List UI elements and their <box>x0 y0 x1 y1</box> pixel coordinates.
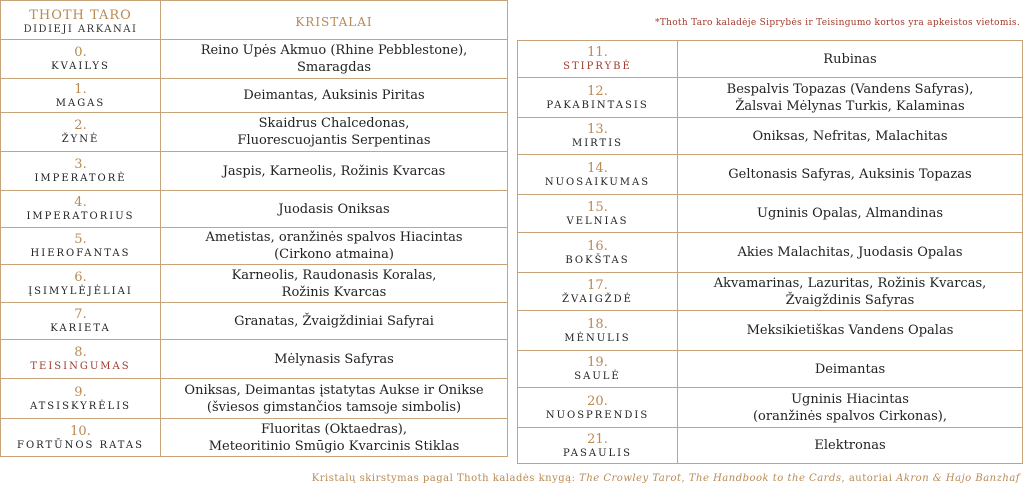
card-name: ŽYNĖ <box>61 134 100 145</box>
crystal-line: Meteoritinio Smūgio Kvarcinis Stiklas <box>208 438 460 454</box>
table-row <box>1 419 508 457</box>
header-card-column <box>1 1 161 40</box>
table-row <box>518 41 1023 78</box>
card-name: FORTŪNOS RATAS <box>17 439 144 451</box>
crystal-line: Fluoritas (Oktaedras), <box>261 421 407 437</box>
crystal-line: Bespalvis Topazas (Vandens Safyras), <box>726 81 974 97</box>
card-name: MAGAS <box>55 97 106 109</box>
card-number: 0. <box>74 45 87 60</box>
crystals-cell <box>678 273 1023 311</box>
footer-separator: , <box>681 473 689 484</box>
table-row <box>518 351 1023 388</box>
table-row <box>518 195 1023 233</box>
table-row <box>1 303 508 340</box>
crystal-line: Elektronas <box>814 438 886 453</box>
card-name: SAULĖ <box>574 371 621 382</box>
table-row <box>1 152 508 191</box>
card-number: 7. <box>74 307 87 322</box>
card-number: 21. <box>587 431 608 447</box>
card-cell <box>1 419 161 457</box>
table-row <box>518 273 1023 311</box>
source-footer <box>312 473 1020 484</box>
card-number: 10. <box>70 423 91 439</box>
crystal-line: Fluorescuojantis Serpentinas <box>237 133 431 148</box>
crystals-cell <box>161 340 508 379</box>
crystal-line: Deimantas, Auksinis Piritas <box>243 88 425 103</box>
crystals-cell <box>678 78 1023 118</box>
card-name: PAKABINTASIS <box>546 99 649 111</box>
table-row <box>518 311 1023 351</box>
table-row <box>518 155 1023 195</box>
footer-authors: Akron & Hajo Banzhaf <box>896 473 1020 484</box>
card-cell <box>518 78 678 118</box>
footer-book-title-2: The Handbook to the Cards <box>688 473 842 484</box>
crystal-line: Smaragdas <box>296 60 371 75</box>
crystals-cell <box>678 233 1023 273</box>
table-row <box>1 79 508 113</box>
card-name: IMPERATORĖ <box>34 173 127 184</box>
crystals-cell <box>678 195 1023 233</box>
crystal-line: Reino Upės Akmuo (Rhine Pebblestone), <box>200 43 468 58</box>
card-cell <box>1 40 161 79</box>
crystal-line: Žvaigždinis Safyras <box>785 292 915 308</box>
card-cell <box>1 191 161 228</box>
card-name: ŽVAIGŽDĖ <box>562 293 633 305</box>
crystals-cell <box>161 379 508 419</box>
table-row <box>1 191 508 228</box>
crystal-line: Deimantas <box>814 361 886 377</box>
crystal-line: Jaspis, Karneolis, Rožinis Kvarcas <box>222 163 446 179</box>
card-cell <box>1 79 161 113</box>
crystal-line: Ugninis Opalas, Almandinas <box>757 206 943 221</box>
card-name: MIRTIS <box>571 138 623 149</box>
card-cell <box>518 428 678 464</box>
crystals-cell <box>678 155 1023 195</box>
table-row <box>1 228 508 265</box>
table-row <box>518 78 1023 118</box>
header-crystals-title: KRISTALAI <box>295 14 373 29</box>
card-number: 17. <box>587 277 608 293</box>
crystal-line: Rubinas <box>823 51 877 67</box>
header-title: THOTH TARO <box>29 7 132 23</box>
crystal-line: Juodasis Oniksas <box>278 201 390 217</box>
card-name: BOKŠTAS <box>565 254 630 266</box>
card-number: 19. <box>587 355 608 370</box>
header-subtitle: DIDIEJI ARKANAI <box>23 23 138 35</box>
card-number: 14. <box>587 160 608 176</box>
crystals-cell <box>678 41 1023 78</box>
card-number: 4. <box>74 195 87 210</box>
crystal-line: Mėlynasis Safyras <box>274 351 394 367</box>
card-name: KARIETA <box>50 323 111 334</box>
card-cell <box>1 379 161 419</box>
card-cell <box>518 273 678 311</box>
card-number: 15. <box>587 199 608 215</box>
card-cell <box>1 152 161 191</box>
card-number: 3. <box>74 157 87 172</box>
crystal-line: Oniksas, Deimantas įstatytas Aukse ir Onikse <box>184 382 484 398</box>
card-number: 9. <box>74 384 87 400</box>
crystals-cell <box>678 351 1023 388</box>
card-number: 13. <box>587 122 608 137</box>
table-row <box>1 340 508 379</box>
card-cell <box>1 340 161 379</box>
crystal-line: Ugninis Hiacintas <box>791 391 909 407</box>
card-name: IMPERATORIUS <box>26 211 135 222</box>
crystal-line: Meksikietiškas Vandens Opalas <box>746 323 954 338</box>
table-row <box>518 388 1023 428</box>
table-row <box>1 113 508 152</box>
crystals-cell <box>678 118 1023 155</box>
footer-middle: , autoriai <box>841 473 897 484</box>
card-number: 1. <box>74 81 87 97</box>
right-arcana-table <box>517 40 1023 464</box>
card-number: 5. <box>74 232 87 247</box>
crystals-cell <box>161 113 508 152</box>
crystal-line: Akvamarinas, Lazuritas, Rožinis Kvarcas, <box>713 275 987 291</box>
card-name: ĮSIMYLĖJĖLIAI <box>28 285 133 297</box>
swap-note: *Thoth Taro kaladėje Siprybės ir Teisingumo kortos yra apkeistos vietomis. <box>655 18 1020 28</box>
card-name: ATSISKYRĖLIS <box>29 400 132 412</box>
card-number: 8. <box>74 345 87 360</box>
card-name: NUOSPRENDIS <box>545 409 650 421</box>
card-cell <box>518 155 678 195</box>
crystals-cell <box>161 303 508 340</box>
card-cell <box>518 351 678 388</box>
table-row <box>518 428 1023 464</box>
crystals-cell <box>161 152 508 191</box>
crystal-line: Geltonasis Safyras, Auksinis Topazas <box>728 167 972 182</box>
card-cell <box>518 118 678 155</box>
crystal-line: Karneolis, Raudonasis Koralas, <box>231 267 437 283</box>
crystals-cell <box>161 419 508 457</box>
crystal-line: Akies Malachitas, Juodasis Opalas <box>737 245 963 260</box>
crystals-cell <box>678 428 1023 464</box>
table-row <box>518 233 1023 273</box>
crystal-line: Ametistas, oranžinės spalvos Hiacintas <box>205 230 463 245</box>
card-number: 16. <box>587 238 608 254</box>
crystals-cell <box>161 265 508 303</box>
crystals-cell <box>161 40 508 79</box>
footer-book-title-1: The Crowley Tarot <box>579 473 682 484</box>
crystal-line: Granatas, Žvaigždiniai Safyrai <box>234 313 434 329</box>
card-name: NUOSAIKUMAS <box>544 176 651 188</box>
card-name: TEISINGUMAS <box>30 361 131 372</box>
card-cell <box>1 303 161 340</box>
right-table-body <box>518 41 1023 464</box>
card-name: VELNIAS <box>566 215 629 227</box>
card-cell <box>518 388 678 428</box>
table-row <box>1 40 508 79</box>
crystals-cell <box>678 311 1023 351</box>
card-cell <box>518 311 678 351</box>
card-name: HIEROFANTAS <box>30 248 131 259</box>
table-row <box>1 379 508 419</box>
card-number: 11. <box>587 45 608 60</box>
crystal-line: Skaidrus Chalcedonas, <box>258 116 410 131</box>
card-cell <box>1 113 161 152</box>
crystal-line: Oniksas, Nefritas, Malachitas <box>752 128 948 144</box>
card-name: PASAULIS <box>563 447 632 459</box>
crystal-line: (šviesos gimstančios tamsoje simbolis) <box>206 399 462 415</box>
crystal-line: (oranžinės spalvos Cirkonas), <box>752 408 947 424</box>
crystals-cell <box>161 191 508 228</box>
crystals-cell <box>161 79 508 113</box>
table-row <box>1 265 508 303</box>
card-cell <box>518 233 678 273</box>
card-number: 12. <box>587 83 608 99</box>
left-arcana-table <box>0 0 508 457</box>
card-name: STIPRYBĖ <box>563 61 632 72</box>
card-cell <box>1 228 161 265</box>
table-row <box>518 118 1023 155</box>
card-cell <box>1 265 161 303</box>
card-name: MĖNULIS <box>564 332 631 344</box>
card-number: 18. <box>587 316 608 332</box>
card-number: 6. <box>74 269 87 285</box>
crystals-cell <box>678 388 1023 428</box>
left-table-body <box>1 40 508 457</box>
card-number: 2. <box>74 118 87 133</box>
card-cell <box>518 41 678 78</box>
table-header-row <box>1 1 508 40</box>
card-number: 20. <box>587 393 608 409</box>
crystal-line: Žalsvai Mėlynas Turkis, Kalaminas <box>735 98 965 114</box>
crystal-line: (Cirkono atmaina) <box>274 247 394 262</box>
crystal-line: Rožinis Kvarcas <box>281 284 387 300</box>
card-name: KVAILYS <box>51 61 110 72</box>
card-cell <box>518 195 678 233</box>
header-crystals-column <box>161 1 508 40</box>
footer-prefix: Kristalų skirstymas pagal Thoth kaladės knygą: <box>311 473 580 484</box>
crystals-cell <box>161 228 508 265</box>
